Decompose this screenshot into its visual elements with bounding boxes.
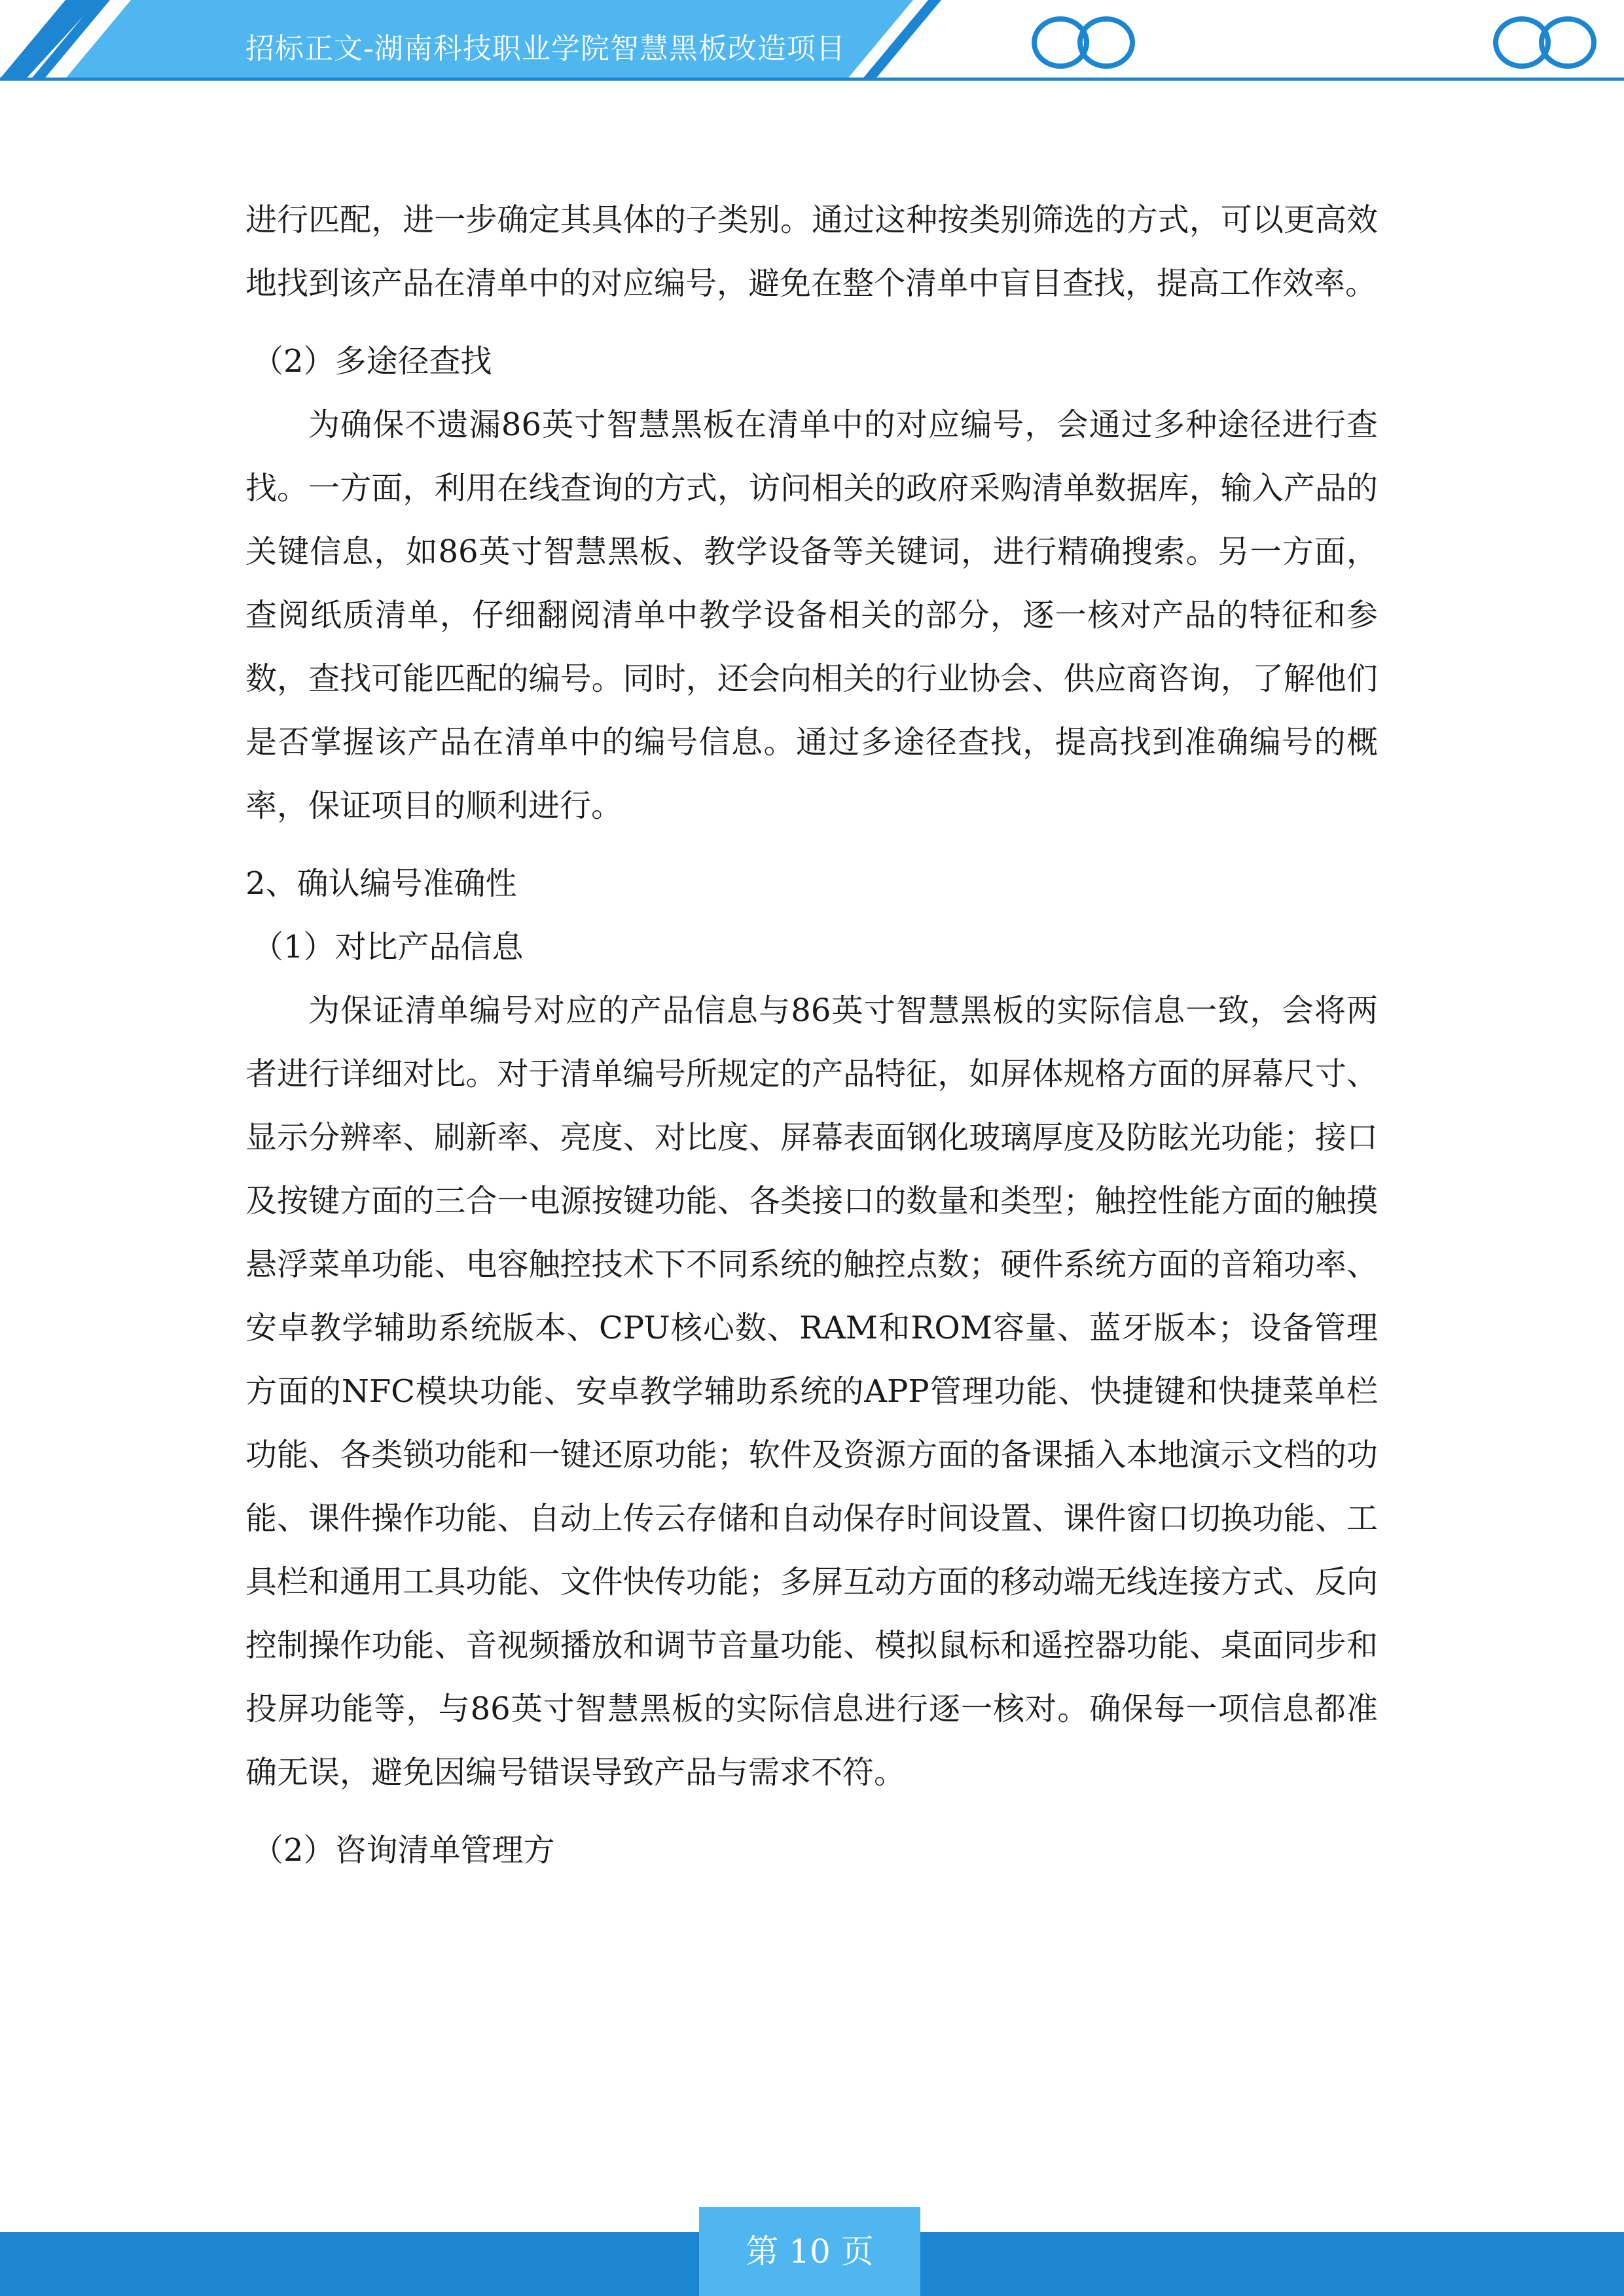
- heading-consult-list-manager: （2）咨询清单管理方: [252, 1832, 555, 1869]
- header-title: 招标正文-湖南科技职业学院智慧黑板改造项目: [245, 32, 846, 65]
- document-body: [245, 188, 1378, 1882]
- heading-compare-product-info: （1）对比产品信息: [252, 929, 524, 965]
- page-header: [0, 0, 1624, 82]
- heading-multi-path-search: （2）多途径查找: [252, 343, 492, 380]
- heading-confirm-number-accuracy: 2、确认编号准确性: [245, 865, 517, 902]
- paragraph-multi-path-search: 为确保不遗漏86英寸智慧黑板在清单中的对应编号，会通过多种途径进行查找。一方面，利用在线查询的方式，访问相关的政府采购清单数据库，输入产品的关键信息，如86英寸智慧黑板、教学设备等关键词，进行精确搜索。另一方面，查阅纸质清单，仔细翻阅清单中教学设备相关的部分，逐一核对产品的特征和参数，查找可能匹配的编号。同时，还会向相关的行业协会、供应商咨询，了解他们是否掌握该产品在清单中的编号信息。通过多途径查找，提高找到准确编号的概率，保证项目的顺利进行。: [245, 406, 1378, 824]
- page-number: 第 10 页: [746, 2233, 874, 2270]
- logo-rings-icon-right: [1496, 19, 1594, 66]
- logo-rings-icon: [1034, 19, 1132, 66]
- paragraph-compare-product-info: 为保证清单编号对应的产品信息与86英寸智慧黑板的实际信息一致，会将两者进行详细对比。对于清单编号所规定的产品特征，如屏体规格方面的屏幕尺寸、显示分辨率、刷新率、亮度、对比度、屏幕表面钢化玻璃厚度及防眩光功能；接口及按键方面的三合一电源按键功能、各类接口的数量和类型；触控性能方面的触摸悬浮菜单功能、电容触控技术下不同系统的触控点数；硬件系统方面的音箱功率、安卓教学辅助系统版本、CPU核心数、RAM和ROM容量、蓝牙版本；设备管理方面的NFC模块功能、安卓教学辅助系统的APP管理功能、快捷键和快捷菜单栏功能、各类锁功能和一键还原功能；软件及资源方面的备课插入本地演示文档的功能、课件操作功能、自动上传云存储和自动保存时间设置、课件窗口切换功能、工具栏和通用工具功能、文件快传功能；多屏互动方面的移动端无线连接方式、反向控制操作功能、音视频播放和调节音量功能、模拟鼠标和遥控器功能、桌面同步和投屏功能等，与86英寸智慧黑板的实际信息进行逐一核对。确保每一项信息都准确无误，避免因编号错误导致产品与需求不符。: [245, 992, 1378, 1791]
- paragraph-category-filter: 进行匹配，进一步确定其具体的子类别。通过这种按类别筛选的方式，可以更高效地找到该产品在清单中的对应编号，避免在整个清单中盲目查找，提高工作效率。: [245, 202, 1378, 302]
